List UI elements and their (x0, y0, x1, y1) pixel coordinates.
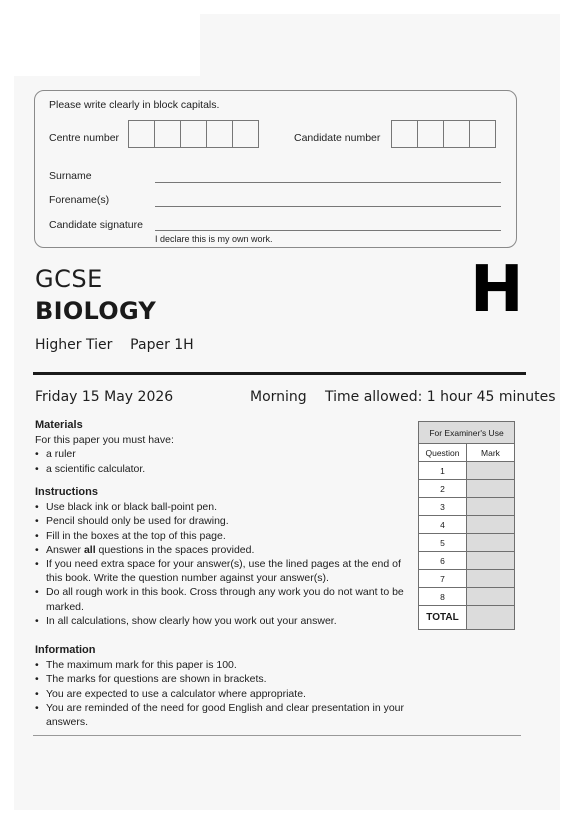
exam-date: Friday 15 May 2026 (35, 389, 174, 405)
list-item: • Fill in the boxes at the top of this page. (35, 529, 410, 543)
question-number: 1 (419, 462, 467, 479)
scan-blank-corner (14, 14, 200, 76)
centre-number-label: Centre number (49, 132, 120, 144)
list-item: • You are expected to use a calculator where appropriate. (35, 687, 410, 701)
total-label: TOTAL (419, 606, 467, 629)
time-allowed: Time allowed: 1 hour 45 minutes (325, 389, 556, 405)
answer-all-bold: all (83, 543, 96, 556)
mark-cell[interactable] (467, 534, 514, 551)
question-number: 7 (419, 570, 467, 587)
total-mark-cell[interactable] (467, 606, 514, 629)
information-heading: Information (35, 644, 96, 656)
list-item: • Do all rough work in this book. Cross through any work you do not want to be marked. (35, 585, 410, 613)
table-row (419, 480, 514, 498)
centre-number-boxes[interactable] (129, 120, 259, 148)
table-row (419, 462, 514, 480)
mark-cell[interactable] (467, 588, 514, 605)
table-row (419, 552, 514, 570)
list-item: • The maximum mark for this paper is 100. (35, 658, 410, 672)
declaration-text: I declare this is my own work. (155, 234, 273, 244)
qualification-title: GCSE (35, 265, 103, 293)
table-row (419, 570, 514, 588)
candidate-number-label: Candidate number (294, 132, 381, 144)
instructions-heading: Instructions (35, 486, 98, 498)
candidate-digit-box[interactable] (417, 120, 444, 148)
list-item: • In all calculations, show clearly how you work out your answer. (35, 614, 410, 628)
centre-digit-box[interactable] (154, 120, 181, 148)
centre-digit-box[interactable] (206, 120, 233, 148)
materials-intro: For this paper you must have: (35, 434, 174, 447)
instructions-section (35, 485, 410, 628)
exam-session: Morning (250, 389, 307, 405)
header-rule (33, 372, 526, 375)
candidate-digit-box[interactable] (443, 120, 470, 148)
surname-line[interactable] (155, 182, 501, 183)
answer-all-pre: Answer (46, 543, 84, 556)
centre-digit-box[interactable] (128, 120, 155, 148)
mark-cell[interactable] (467, 480, 514, 497)
table-row (419, 588, 514, 606)
candidate-details-box (34, 90, 517, 248)
surname-label: Surname (49, 170, 92, 182)
block-capitals-instruction: Please write clearly in block capitals. (49, 99, 220, 111)
question-column-header: Question (419, 444, 467, 461)
mark-cell[interactable] (467, 570, 514, 587)
list-item: • The marks for questions are shown in brackets. (35, 672, 410, 686)
list-item: • If you need extra space for your answer(s), use the lined pages at the end of this book. Write the question number against your answer(s). (35, 557, 410, 585)
list-item: • a ruler (35, 447, 410, 461)
footer-rule (33, 735, 521, 736)
total-row (419, 606, 514, 629)
examiners-use-table (418, 421, 515, 630)
candidate-number-boxes[interactable] (392, 120, 496, 148)
list-item: • Pencil should only be used for drawing. (35, 514, 410, 528)
materials-section (35, 418, 410, 476)
list-item: • You are reminded of the need for good English and clear presentation in your answers. (35, 701, 410, 729)
examiners-use-title: For Examiner's Use (419, 422, 514, 444)
mark-cell[interactable] (467, 498, 514, 515)
materials-heading: Materials (35, 419, 83, 431)
list-item (35, 543, 410, 557)
answer-all-post: questions in the spaces provided. (95, 543, 255, 556)
mark-column-header: Mark (467, 444, 514, 461)
mark-cell[interactable] (467, 552, 514, 569)
mark-cell[interactable] (467, 516, 514, 533)
forenames-label: Forename(s) (49, 194, 110, 206)
signature-line[interactable] (155, 230, 501, 231)
information-section (35, 643, 410, 729)
signature-label: Candidate signature (49, 219, 143, 231)
centre-digit-box[interactable] (180, 120, 207, 148)
table-row (419, 498, 514, 516)
table-row (419, 534, 514, 552)
table-row (419, 516, 514, 534)
list-item: • Use black ink or black ball-point pen. (35, 500, 410, 514)
list-item: • a scientific calculator. (35, 462, 410, 476)
question-number: 6 (419, 552, 467, 569)
question-number: 2 (419, 480, 467, 497)
subject-title: BIOLOGY (35, 297, 157, 325)
candidate-digit-box[interactable] (469, 120, 496, 148)
question-number: 4 (419, 516, 467, 533)
question-number: 5 (419, 534, 467, 551)
candidate-digit-box[interactable] (391, 120, 418, 148)
question-number: 3 (419, 498, 467, 515)
forenames-line[interactable] (155, 206, 501, 207)
mark-cell[interactable] (467, 462, 514, 479)
question-number: 8 (419, 588, 467, 605)
centre-digit-box[interactable] (232, 120, 259, 148)
table-header-row (419, 444, 514, 462)
tier-paper-label: Higher Tier Paper 1H (35, 337, 194, 353)
tier-letter: H (470, 253, 524, 327)
